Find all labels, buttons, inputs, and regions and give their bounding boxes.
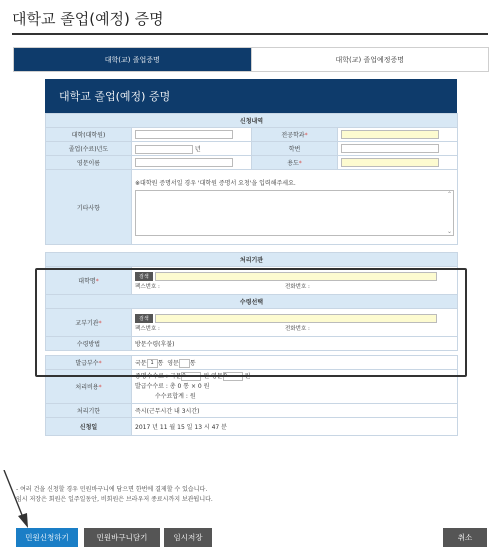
major-input[interactable] xyxy=(341,130,439,139)
tab-graduation-cert[interactable]: 대학(교) 졸업증명 xyxy=(14,48,251,71)
grad-year-input[interactable] xyxy=(135,145,193,154)
section-processor-title: 처리기관 xyxy=(46,253,458,267)
period-label: 처리기한 xyxy=(46,404,132,418)
required-mark: * xyxy=(98,320,102,327)
form-header: 대학교 졸업(예정) 증명 xyxy=(45,79,457,113)
notice-line: - 여러 건을 신청할 경우 민원바구니에 담으면 한번에 결제할 수 있습니다. xyxy=(16,486,208,493)
annotation-arrow-icon xyxy=(0,470,40,530)
univ-name-label-cell: 대학명* xyxy=(46,267,132,295)
notes-hint: ※대학원 증명서일 경우 '대학원 증명서 요청'을 입력해주세요. xyxy=(135,180,296,187)
notes-textarea[interactable] xyxy=(135,190,454,236)
copies-eng-label: 영문 xyxy=(167,359,179,367)
fee-eng-label: 영문 xyxy=(211,372,223,380)
tab-expected-graduation-cert[interactable]: 대학(교) 졸업예정증명 xyxy=(251,48,489,71)
copies-label-cell: 발급부수* xyxy=(46,356,132,370)
page-title: 대학교 졸업(예정) 증명 xyxy=(12,10,164,28)
required-mark: * xyxy=(95,278,99,285)
univ-input[interactable] xyxy=(135,130,233,139)
student-no-input[interactable] xyxy=(341,144,439,153)
issuer-fax: 팩스번호 : xyxy=(135,325,160,332)
scroll-down-icon[interactable]: ⌄ xyxy=(446,228,452,235)
copies-unit: 통 xyxy=(189,359,196,367)
major-label-cell: 전공학과* xyxy=(252,128,338,142)
copies-kor-label: 국문 xyxy=(135,359,147,367)
eng-name-input[interactable] xyxy=(135,158,233,167)
required-mark: * xyxy=(304,132,308,139)
processor-phone: 전화번호 : xyxy=(285,283,310,290)
section-receive-title: 수령선택 xyxy=(46,295,458,309)
univ-label: 대학(대학원) xyxy=(46,128,132,142)
date-value: 2017 년 11 월 15 일 13 시 47 분 xyxy=(132,418,458,436)
processor-fax: 팩스번호 : xyxy=(135,283,160,290)
required-mark: * xyxy=(98,384,102,391)
method-label: 수령방법 xyxy=(46,337,132,351)
section-apply-title: 신청내역 xyxy=(46,114,458,128)
notes-label: 기타사항 xyxy=(46,170,132,245)
student-no-label: 학번 xyxy=(252,142,338,156)
notice-line: 임시 저장은 회원은 일주일동안, 비회원은 브라우저 종료시까지 보관됩니다. xyxy=(16,496,213,503)
title-divider xyxy=(12,33,488,35)
fee-label-cell: 처리비용* xyxy=(46,370,132,404)
period-value: 즉시(근무시간 내 3시간) xyxy=(132,404,458,418)
grad-year-label: 졸업(수료)년도 xyxy=(46,142,132,156)
copies-eng-input[interactable] xyxy=(179,359,190,368)
application-form xyxy=(45,113,458,436)
fee-unit: 원 xyxy=(244,372,251,380)
issuer-search-button[interactable]: 검색 xyxy=(135,314,153,323)
issuer-phone: 전화번호 : xyxy=(285,325,310,332)
scroll-up-icon[interactable]: ⌃ xyxy=(446,191,452,198)
fee-issue-line: 발급수수료 : 총 0 통 × 0 원 xyxy=(135,382,210,390)
fee-unit: 원 xyxy=(203,372,210,380)
required-mark: * xyxy=(298,160,302,167)
fee-kor-input[interactable]: 0 xyxy=(181,372,201,381)
issuer-input[interactable] xyxy=(155,314,437,323)
purpose-input[interactable] xyxy=(341,158,439,167)
issuer-label-cell: 교부기관* xyxy=(46,309,132,337)
fee-total: 수수료합계 : 원 xyxy=(155,392,196,400)
univ-name-input[interactable] xyxy=(155,272,437,281)
year-suffix: 년 xyxy=(194,145,201,153)
certificate-tabs xyxy=(13,47,489,72)
date-label: 신청일 xyxy=(46,418,132,436)
apply-button[interactable]: 민원신청하기 xyxy=(16,528,78,547)
eng-name-label: 영문이름 xyxy=(46,156,132,170)
required-mark: * xyxy=(98,360,102,367)
copies-kor-input[interactable]: 1 xyxy=(147,359,158,368)
add-to-cart-button[interactable]: 민원바구니담기 xyxy=(84,528,160,547)
copies-unit: 통 xyxy=(157,359,164,367)
temp-save-button[interactable]: 임시저장 xyxy=(164,528,212,547)
univ-search-button[interactable]: 검색 xyxy=(135,272,153,281)
notice-text xyxy=(16,485,213,505)
purpose-label-cell: 용도* xyxy=(252,156,338,170)
method-value: 방문수령(후불) xyxy=(132,337,458,351)
cancel-button[interactable]: 취소 xyxy=(443,528,487,547)
fee-cert-label: 증명수수료 : 국문 xyxy=(135,372,182,380)
spacer xyxy=(46,245,458,253)
fee-eng-input[interactable]: 0 xyxy=(223,372,243,381)
